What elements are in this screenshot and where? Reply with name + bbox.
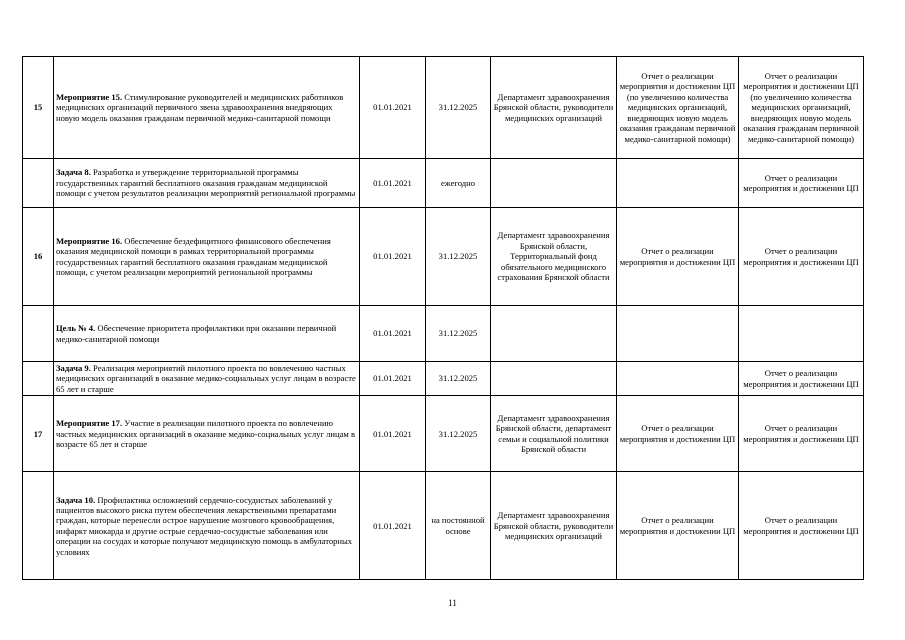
result-2: Отчет о реализации мероприятия и достижении ЦП (по увеличению количества медицинских организаций, внедряющих новую модель оказания гражданам первичной медико-санитарной помощи) xyxy=(739,57,864,159)
end-date: 31.12.2025 xyxy=(426,362,491,396)
row-name-heading: Задача 9. xyxy=(56,363,91,373)
end-date: 31.12.2025 xyxy=(426,57,491,159)
row-name-text: Обеспечение бездефицитного финансового обеспечения оказания медицинской помощи в рамках территориальной программы государственных гарантий бесплатного оказания гражданам медицинской помощи, с учетом реализации мероприятий региональной программы xyxy=(56,235,331,277)
executor xyxy=(491,306,617,362)
result-1 xyxy=(617,159,739,208)
row-name-text: Реализация мероприятий пилотного проекта по вовлечению частных медицинских организаций в оказание медико-социальных услуг лицам в возрасте 65 лет и старше xyxy=(56,363,356,394)
row-number: 16 xyxy=(23,208,54,306)
table-row xyxy=(23,472,864,580)
executor: Департамент здравоохранения Брянской области, департамент семьи и социальной политики Брянской области xyxy=(491,396,617,472)
start-date: 01.01.2021 xyxy=(360,396,426,472)
result-1 xyxy=(617,306,739,362)
end-date: 31.12.2025 xyxy=(426,306,491,362)
result-1: Отчет о реализации мероприятия и достижении ЦП xyxy=(617,396,739,472)
row-name-text: Профилактика осложнений сердечно-сосудистых заболеваний у пациентов высокого риска путем обеспечения лекарственными препаратами граждан, которые перенесли острое нарушение мозгового кровообращения, инфаркт миокарда и другие острые сердечно-сосудистые заболевания или операции на сосудах и которые получают медицинскую помощь в амбулаторных условиях xyxy=(56,494,353,557)
row-name-heading: Задача 10. xyxy=(56,494,96,505)
row-number xyxy=(23,306,54,362)
row-name-heading: Мероприятие 17. xyxy=(56,418,123,429)
page-number: 11 xyxy=(448,598,457,608)
table-row xyxy=(23,396,864,472)
start-date: 01.01.2021 xyxy=(360,159,426,208)
start-date: 01.01.2021 xyxy=(360,362,426,396)
start-date: 01.01.2021 xyxy=(360,472,426,580)
row-number: 17 xyxy=(23,396,54,472)
row-name-heading: Мероприятие 16. xyxy=(56,235,123,246)
executor: Департамент здравоохранения Брянской области, Территориальный фонд обязательного медицинского страхования Брянской области xyxy=(491,208,617,306)
result-1 xyxy=(617,362,739,396)
table-row xyxy=(23,57,864,159)
end-date: ежегодно xyxy=(426,159,491,208)
row-name-text: Участие в реализации пилотного проекта по вовлечению частных медицинских организаций в оказание медико-социальных услуг лицам в возрасте 65 лет и старше xyxy=(56,418,356,449)
table-row xyxy=(23,159,864,208)
result-2: Отчет о реализации мероприятия и достижении ЦП xyxy=(739,159,864,208)
result-2: Отчет о реализации мероприятия и достижении ЦП xyxy=(739,396,864,472)
row-name-text: Стимулирование руководителей и медицинских работников медицинских организаций первичного звена здравоохранения внедряющих новую модель оказания гражданам первичной медико-санитарной помощи xyxy=(56,91,344,123)
row-name xyxy=(54,306,360,362)
row-number: 15 xyxy=(23,57,54,159)
row-name xyxy=(54,159,360,208)
row-number xyxy=(23,362,54,396)
result-1: Отчет о реализации мероприятия и достижении ЦП xyxy=(617,472,739,580)
executor xyxy=(491,159,617,208)
executor: Департамент здравоохранения Брянской области, руководители медицинских организаций xyxy=(491,57,617,159)
row-number xyxy=(23,159,54,208)
result-2: Отчет о реализации мероприятия и достижении ЦП xyxy=(739,208,864,306)
row-name xyxy=(54,362,360,396)
start-date: 01.01.2021 xyxy=(360,306,426,362)
result-1: Отчет о реализации мероприятия и достижении ЦП xyxy=(617,208,739,306)
plan-table xyxy=(22,56,864,580)
row-name xyxy=(54,208,360,306)
start-date: 01.01.2021 xyxy=(360,57,426,159)
row-name-heading: Цель № 4. xyxy=(56,323,96,334)
row-name-heading: Задача 8. xyxy=(56,167,91,178)
table-row xyxy=(23,306,864,362)
executor xyxy=(491,362,617,396)
row-name xyxy=(54,396,360,472)
result-2: Отчет о реализации мероприятия и достижении ЦП xyxy=(739,362,864,396)
table-row xyxy=(23,362,864,396)
result-1: Отчет о реализации мероприятия и достижении ЦП (по увеличению количества медицинских организаций, внедряющих новую модель оказания гражданам первичной медико-санитарной помощи) xyxy=(617,57,739,159)
end-date: 31.12.2025 xyxy=(426,396,491,472)
table-row xyxy=(23,208,864,306)
row-name xyxy=(54,57,360,159)
row-name-text: Разработка и утверждение территориальной программы государственных гарантий бесплатного оказания гражданам медицинской помощи с учетом результатов реализации мероприятий региональной программы xyxy=(56,167,356,199)
end-date: на постоянной основе xyxy=(426,472,491,580)
row-name-text: Обеспечение приоритета профилактики при оказании первичной медико-санитарной помощи xyxy=(56,323,337,344)
row-name-heading: Мероприятие 15. xyxy=(56,91,123,102)
end-date: 31.12.2025 xyxy=(426,208,491,306)
start-date: 01.01.2021 xyxy=(360,208,426,306)
executor: Департамент здравоохранения Брянской области, руководители медицинских организаций xyxy=(491,472,617,580)
result-2: Отчет о реализации мероприятия и достижении ЦП xyxy=(739,472,864,580)
row-name xyxy=(54,472,360,580)
result-2 xyxy=(739,306,864,362)
row-number xyxy=(23,472,54,580)
